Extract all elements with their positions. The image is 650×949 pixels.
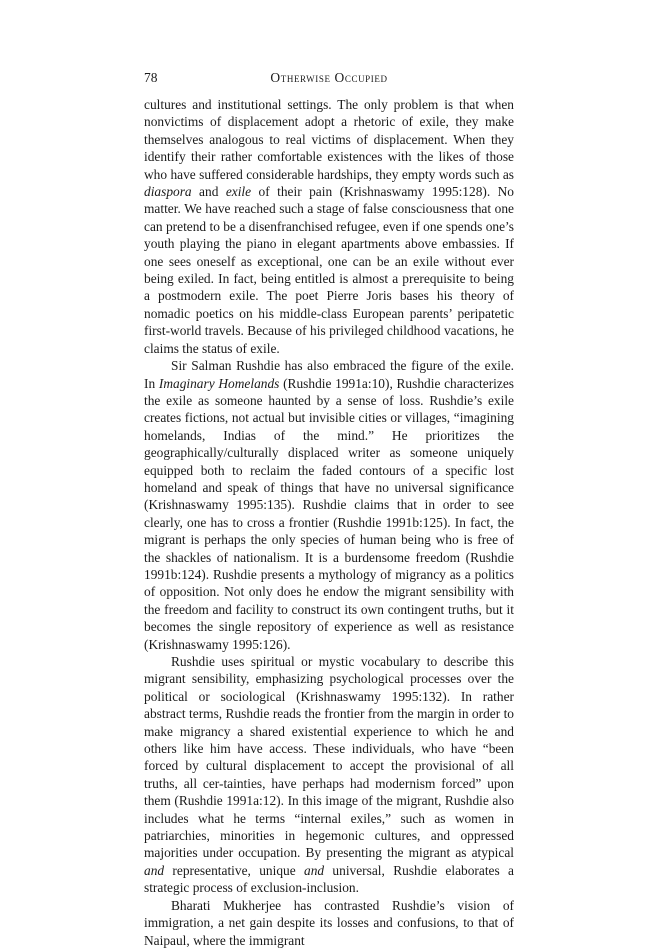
paragraph-2: Sir Salman Rushdie has also embraced the figure of the exile. In Imaginary Homelands (Rushdie 1991a:10), Rushdie characterizes the exile as someone haunted by a sense of loss. Rushdie’s exile creates fictions, not actual but invisible cities or villages, “imagining homelands, Indias of the mind.” He prioritizes the geographically/culturally displaced writer as someone uniquely equipped both to reclaim the faded contours of a specific lost homeland and speak of things that have no universal significance (Krishnaswamy 1995:135). Rushdie claims that in order to see clearly, one has to cross a frontier (Rushdie 1991b:125). In fact, the migrant is perhaps the only species of human being who is free of the shackles of nationalism. It is a burdensome freedom (Rushdie 1991b:124). Rushdie presents a mythology of migrancy as a politics of opposition. Not only does he endow the migrant sensibility with the freedom and facility to construct its own contingent truths, but it becomes the single repository of experience as well as resistance (Krishnaswamy 1995:126). bbox=[144, 358, 514, 652]
paragraph-4: Bharati Mukherjee has contrasted Rushdie’s vision of immigration, a net gain despite its losses and confusions, to that of Naipaul, where the immigrant bbox=[144, 897, 514, 948]
book-title-imaginary-homelands: Imaginary Homelands bbox=[158, 375, 280, 391]
emphasis-diaspora: diaspora bbox=[144, 184, 192, 200]
page-header bbox=[144, 70, 514, 86]
emphasis-and-2: and bbox=[304, 862, 325, 878]
page-number: 78 bbox=[144, 70, 158, 85]
paragraph-3: Rushdie uses spiritual or mystic vocabulary to describe this migrant sensibility, emphasizing psychological processes over the political or sociological (Krishnaswamy 1995:132). In rather abstract terms, Rushdie reads the frontier from the margin in order to make migrancy a shared existential experience to which he and others like him have access. These individuals, who have “been forced by cultural displacement to accept the provisional of all truths, all cer-tainties, have perhaps had modernism forced” upon them (Rushdie 1991a:12). In this image of the migrant, Rushdie also includes what he terms “internal exiles,” such as women in patriarchies, minorities in hegemonic cultures, and oppressed majorities under occupation. By presenting the migrant as atypical and representative, unique and universal, Rushdie elaborates a strategic process of exclusion-inclusion. bbox=[144, 654, 514, 896]
emphasis-exile: exile bbox=[225, 184, 252, 200]
body-text bbox=[144, 96, 514, 949]
running-head: Otherwise Occupied bbox=[270, 70, 388, 85]
emphasis-and-1: and bbox=[144, 862, 165, 878]
paragraph-1: cultures and institutional settings. The only problem is that when nonvictims of displacement adopt a rhetoric of exile, they make themselves analogous to real victims of displacement. When they identify their rather comfortable existences with the likes of those who have suffered considerable hardships, they empty words such as diaspora and exile of their pain (Krishnaswamy 1995:128). No matter. We have reached such a stage of false consciousness that one can pretend to be a disenfranchised refugee, even if one spends one’s youth playing the piano in elegant apartments above embassies. If one sees oneself as exceptional, one can be an exile without ever being exiled. In fact, being entitled is almost a prerequisite to being a postmodern exile. The poet Pierre Joris bases his theory of nomadic poetics on his middle-class European parents’ peripatetic first-world travels. Because of his privileged childhood vacations, he claims the status of exile. bbox=[144, 97, 514, 356]
